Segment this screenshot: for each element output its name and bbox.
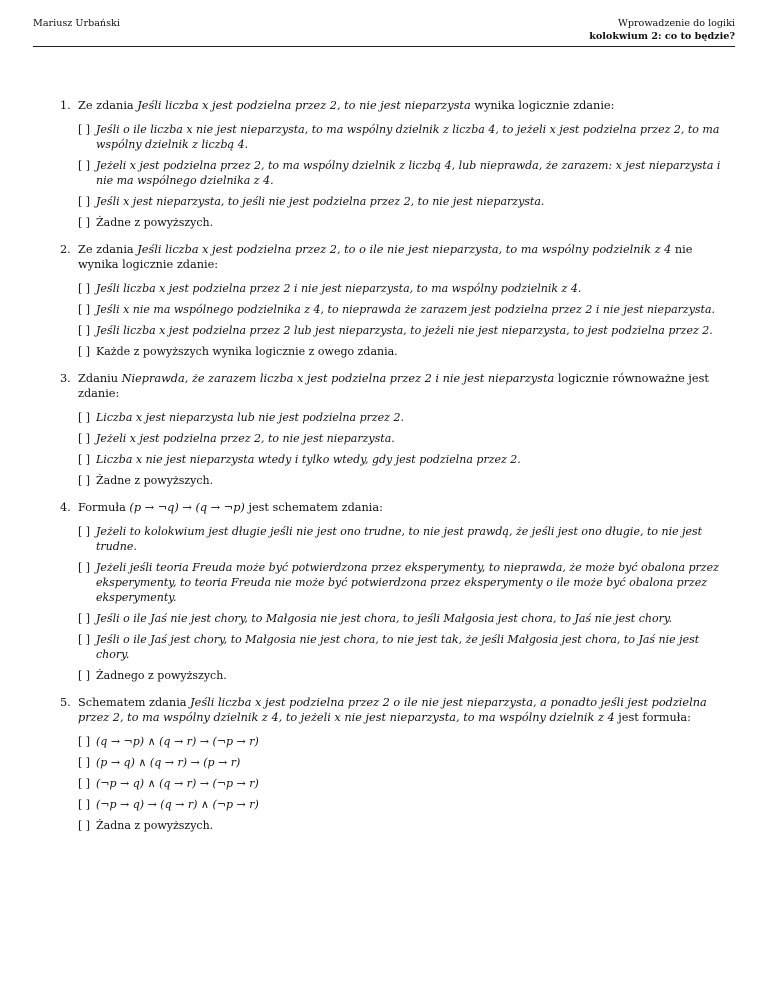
answer-option	[78, 281, 735, 296]
question-number: 1.	[60, 99, 71, 112]
answer-option	[78, 560, 735, 605]
answer-option	[78, 668, 735, 683]
question-1	[0, 98, 735, 230]
answer-checkbox[interactable]: [ ]	[78, 735, 91, 748]
answer-option-text: Żadne z powyższych.	[96, 474, 214, 487]
answer-option	[78, 215, 735, 230]
answer-checkbox[interactable]: [ ]	[78, 633, 91, 646]
question-stem	[78, 371, 735, 401]
answer-checkbox[interactable]: [ ]	[78, 303, 91, 316]
answer-option-text: Jeśli o ile liczba x nie jest nieparzysta, to ma wspólny dzielnik z liczba 4, to jeżeli x jest podzielna przez 2, to ma wspólny dzielnik z liczbą 4.	[96, 123, 720, 151]
answer-checkbox[interactable]: [ ]	[78, 324, 91, 337]
answer-option-text: Liczba x jest nieparzysta lub nie jest podzielna przez 2.	[96, 411, 404, 424]
answer-option	[78, 410, 735, 425]
answer-checkbox[interactable]: [ ]	[78, 777, 91, 790]
question-stem	[78, 695, 735, 725]
answer-checkbox[interactable]: [ ]	[78, 525, 91, 538]
answer-option-text: Jeśli x nie ma wspólnego podzielnika z 4, to nieprawda że zarazem jest podzielna przez 2 i nie jest nieparzysta.	[96, 303, 716, 316]
answer-option	[78, 524, 735, 554]
answer-option	[78, 632, 735, 662]
answer-checkbox[interactable]: [ ]	[78, 756, 91, 769]
question-stem-italic: Jeśli liczba x jest podzielna przez 2 o ile nie jest nieparzysta, a ponadto jeśli jest podzielna przez 2, to ma wspólny dzielnik z 4, to jeżeli x nie jest nieparzysta, to ma wspólny dzielnik z 4	[78, 696, 707, 724]
question-stem	[78, 98, 735, 113]
answer-checkbox[interactable]: [ ]	[78, 282, 91, 295]
answer-options	[78, 734, 735, 833]
answer-option-text: Każde z powyższych wynika logicznie z owego zdania.	[96, 345, 398, 358]
answer-option	[78, 755, 735, 770]
question-stem-pre: Ze zdania	[78, 243, 134, 256]
answer-option-text: Jeśli liczba x jest podzielna przez 2 i nie jest nieparzysta, to ma wspólny podzielnik z 4.	[96, 282, 582, 295]
answer-checkbox[interactable]: [ ]	[78, 453, 91, 466]
answer-option	[78, 473, 735, 488]
answer-option-text: Jeśli liczba x jest podzielna przez 2 lub jest nieparzysta, to jeżeli nie jest nieparzysta, to jest podzielna przez 2.	[96, 324, 713, 337]
answer-option	[78, 344, 735, 359]
answer-option-text: Jeśli o ile Jaś nie jest chory, to Małgosia nie jest chora, to jeśli Małgosia jest chora, to Jaś nie jest chory.	[96, 612, 673, 625]
question-list	[0, 98, 768, 839]
question-number: 5.	[60, 696, 71, 709]
question-stem-post: logicznie równoważne jest zdanie:	[78, 372, 709, 400]
answer-option	[78, 194, 735, 209]
answer-option	[78, 122, 735, 152]
answer-option	[78, 818, 735, 833]
answer-option	[78, 797, 735, 812]
question-stem-italic: Jeśli liczba x jest podzielna przez 2, to o ile nie jest nieparzysta, to ma wspólny podzielnik z 4	[137, 243, 672, 256]
question-stem	[78, 500, 735, 515]
answer-checkbox[interactable]: [ ]	[78, 432, 91, 445]
question-stem-pre: Ze zdania	[78, 99, 134, 112]
answer-option	[78, 431, 735, 446]
question-stem-italic: (p → ¬q) → (q → ¬p)	[129, 501, 245, 514]
answer-option-text: (q → ¬p) ∧ (q → r) → (¬p → r)	[96, 735, 259, 748]
question-stem-post: jest formuła:	[618, 711, 691, 724]
answer-option-text: (p → q) ∧ (q → r) → (p → r)	[96, 756, 241, 769]
answer-option-text: Żadnego z powyższych.	[96, 669, 227, 682]
answer-checkbox[interactable]: [ ]	[78, 798, 91, 811]
answer-checkbox[interactable]: [ ]	[78, 474, 91, 487]
answer-option-text: Jeżeli to kolokwium jest długie jeśli nie jest ono trudne, to nie jest prawdą, że jeśli jest ono długie, to nie jest trudne.	[96, 525, 703, 553]
header-rule	[33, 46, 735, 47]
question-stem-pre: Formuła	[78, 501, 126, 514]
answer-option-text: Żadna z powyższych.	[96, 819, 214, 832]
course-title: Wprowadzenie do logiki	[617, 18, 735, 29]
answer-checkbox[interactable]: [ ]	[78, 669, 91, 682]
answer-option-text: Jeżeli x jest podzielna przez 2, to ma wspólny dzielnik z liczbą 4, lub nieprawda, że zarazem: x jest nieparzysta i nie ma wspólnego dzielnika z 4.	[96, 159, 721, 187]
question-3	[0, 371, 735, 488]
question-stem-italic: Jeśli liczba x jest podzielna przez 2, to nie jest nieparzysta	[137, 99, 471, 112]
answer-option	[78, 158, 735, 188]
answer-checkbox[interactable]: [ ]	[78, 159, 91, 172]
answer-option	[78, 611, 735, 626]
question-number: 3.	[60, 372, 71, 385]
question-number: 2.	[60, 243, 71, 256]
answer-option-text: Jeśli x jest nieparzysta, to jeśli nie jest podzielna przez 2, to nie jest nieparzysta.	[96, 195, 545, 208]
question-number: 4.	[60, 501, 71, 514]
answer-option-text: Żadne z powyższych.	[96, 216, 214, 229]
answer-option	[78, 452, 735, 467]
answer-option-text: (¬p → q) ∧ (q → r) → (¬p → r)	[96, 777, 259, 790]
author-name: Mariusz Urbański	[33, 18, 120, 29]
question-stem-pre: Zdaniu	[78, 372, 118, 385]
answer-options	[78, 281, 735, 359]
answer-checkbox[interactable]: [ ]	[78, 411, 91, 424]
question-4	[0, 500, 735, 683]
question-5	[0, 695, 735, 833]
answer-option-text: Liczba x nie jest nieparzysta wtedy i tylko wtedy, gdy jest podzielna przez 2.	[96, 453, 521, 466]
question-stem-pre: Schematem zdania	[78, 696, 187, 709]
answer-option-text: Jeżeli x jest podzielna przez 2, to nie jest nieparzysta.	[96, 432, 395, 445]
answer-options	[78, 122, 735, 230]
answer-option-text: Jeśli o ile Jaś jest chory, to Małgosia nie jest chora, to nie jest tak, że jeśli Małgosia jest chora, to Jaś nie jest chory.	[96, 633, 700, 661]
answer-checkbox[interactable]: [ ]	[78, 345, 91, 358]
question-2	[0, 242, 735, 359]
answer-option-text: Jeżeli jeśli teoria Freuda może być potwierdzona przez eksperymenty, to nieprawda, że może być obalona przez eksperymenty, to teoria Freuda nie może być potwierdzona przez eksperymenty o ile może być obalona przez eksperymenty.	[96, 561, 719, 604]
answer-option	[78, 776, 735, 791]
question-stem	[78, 242, 735, 272]
answer-checkbox[interactable]: [ ]	[78, 612, 91, 625]
answer-options	[78, 410, 735, 488]
question-stem-post: nie wynika logicznie zdanie:	[78, 243, 693, 271]
exam-subtitle: kolokwium 2: co to będzie?	[589, 31, 735, 42]
answer-checkbox[interactable]: [ ]	[78, 195, 91, 208]
question-stem-italic: Nieprawda, że zarazem liczba x jest podzielna przez 2 i nie jest nieparzysta	[121, 372, 555, 385]
answer-option	[78, 734, 735, 749]
answer-option	[78, 323, 735, 338]
answer-checkbox[interactable]: [ ]	[78, 561, 91, 574]
answer-option	[78, 302, 735, 317]
answer-checkbox[interactable]: [ ]	[78, 216, 91, 229]
answer-checkbox[interactable]: [ ]	[78, 819, 91, 832]
header-right	[589, 17, 735, 43]
answer-option-text: (¬p → q) → (q → r) ∧ (¬p → r)	[96, 798, 259, 811]
answer-checkbox[interactable]: [ ]	[78, 123, 91, 136]
question-stem-post: wynika logicznie zdanie:	[474, 99, 615, 112]
answer-options	[78, 524, 735, 683]
question-stem-post: jest schematem zdania:	[248, 501, 383, 514]
